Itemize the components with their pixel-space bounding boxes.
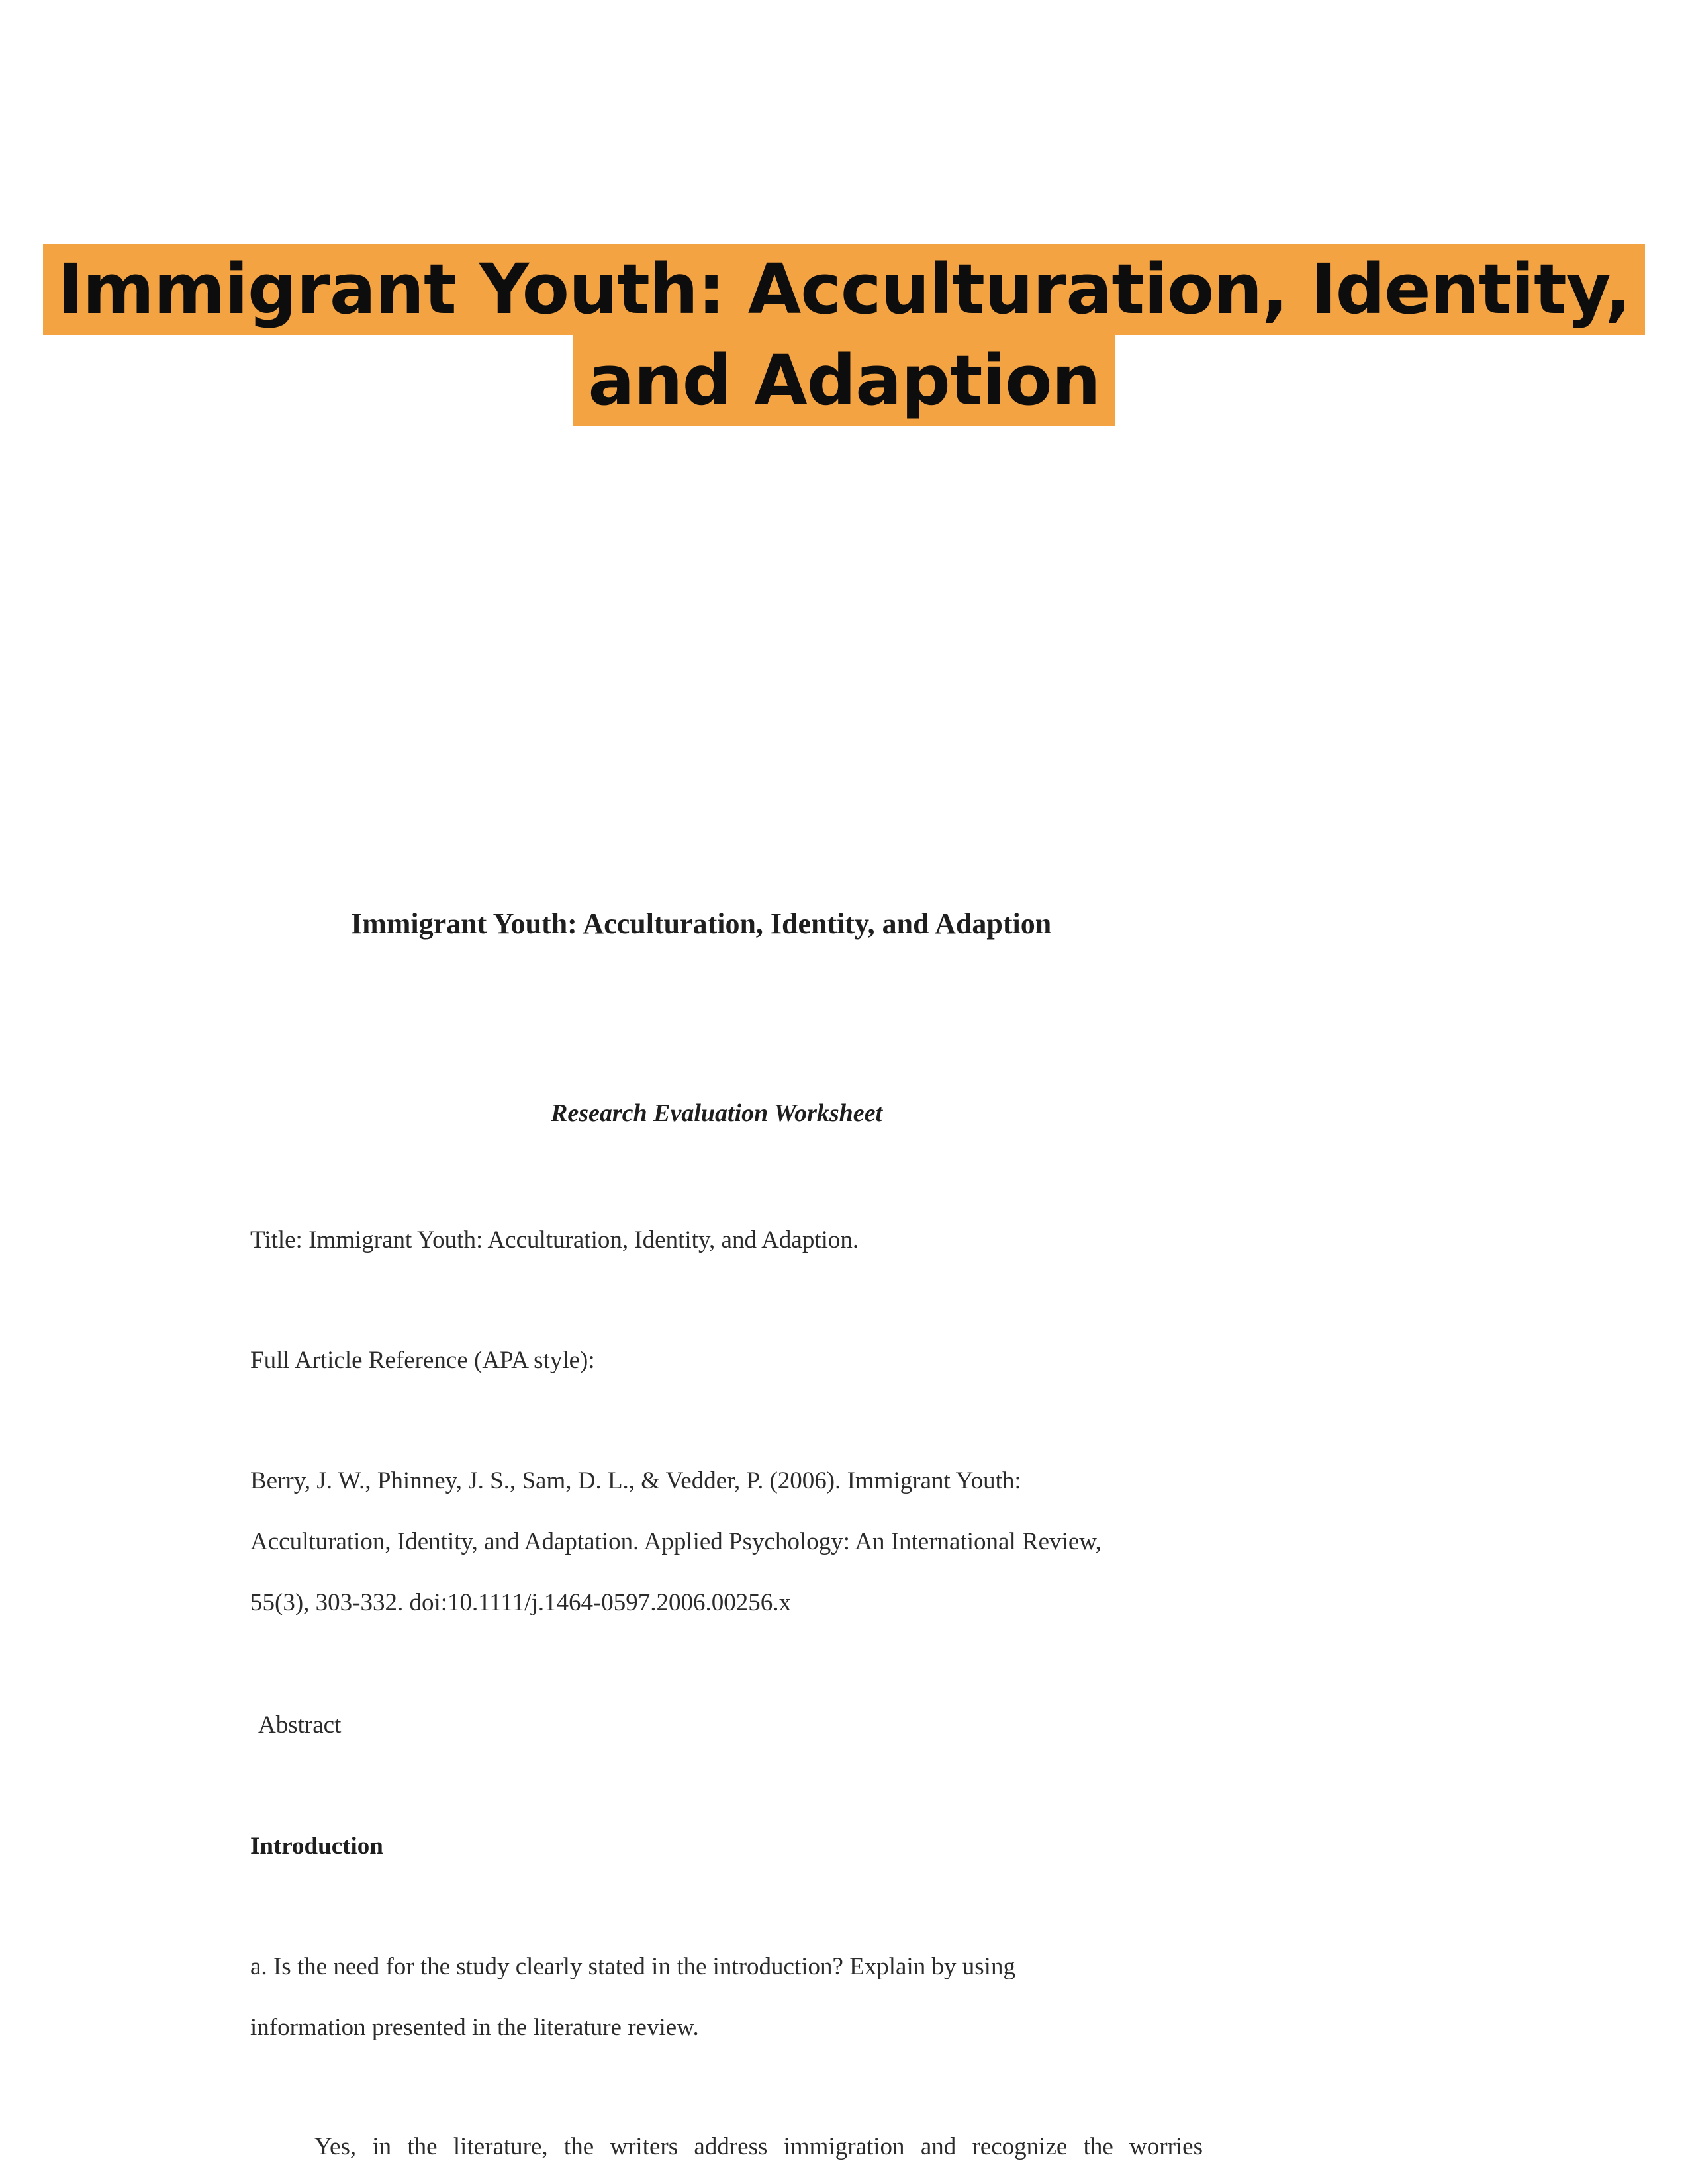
answer-paragraph: Yes, in the literature, the writers address immigration and recognize the worries — [314, 2133, 1203, 2160]
question-a-line-1: a. Is the need for the study clearly stated in the introduction? Explain by using — [250, 1953, 1015, 1980]
title-field: Title: Immigrant Youth: Acculturation, Identity, and Adaption. — [250, 1226, 859, 1253]
banner-title-line-1: Immigrant Youth: Acculturation, Identity, — [43, 244, 1645, 335]
introduction-heading: Introduction — [250, 1833, 383, 1860]
banner-title-line-2: and Adaption — [573, 335, 1114, 426]
reference-line-1: Berry, J. W., Phinney, J. S., Sam, D. L., & Vedder, P. (2006). Immigrant Youth: — [250, 1467, 1021, 1494]
abstract-label: Abstract — [258, 1711, 342, 1739]
document-title: Immigrant Youth: Acculturation, Identity, and Adaption — [351, 907, 1052, 940]
reference-line-3: 55(3), 303-332. doi:10.1111/j.1464-0597.2006.00256.x — [250, 1589, 792, 1616]
reference-label: Full Article Reference (APA style): — [250, 1347, 595, 1374]
reference-line-2: Acculturation, Identity, and Adaptation. Applied Psychology: An International Review, — [250, 1528, 1102, 1555]
question-a-line-2: information presented in the literature review. — [250, 2014, 699, 2041]
document-subtitle: Research Evaluation Worksheet — [551, 1099, 883, 1127]
